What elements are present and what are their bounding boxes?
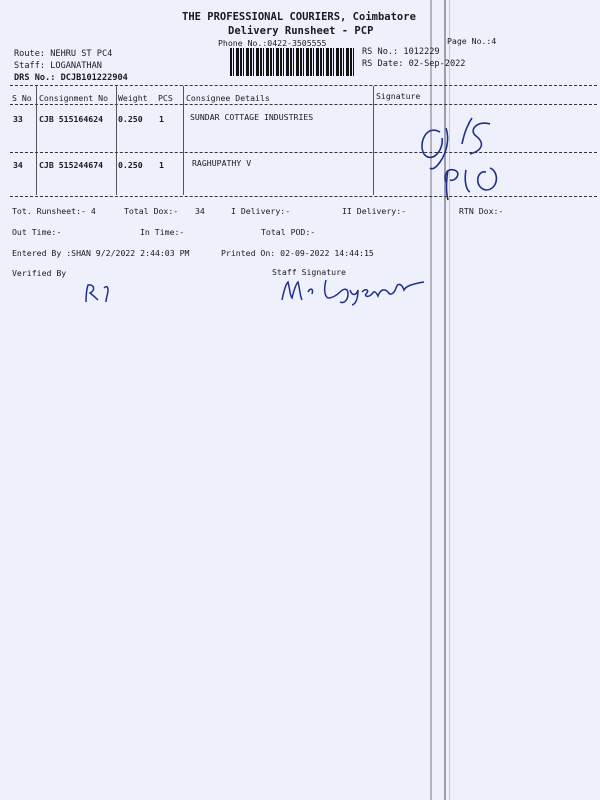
phone-number: Phone No.:0422-3505555 [218, 38, 327, 48]
col-header-signature: Signature [376, 91, 421, 101]
rs-number: RS No.: 1012229 [362, 47, 440, 57]
table-top-rule [10, 85, 597, 86]
row-weight: 0.250 [118, 160, 143, 170]
row-pcs: 1 [159, 114, 164, 124]
drs-label: DRS No.: [14, 73, 56, 83]
column-divider [36, 86, 37, 195]
total-dox-label: Total Dox:- [124, 206, 179, 216]
row-consignment-no: CJB 515244674 [39, 160, 104, 170]
staff-label: Staff: LOGANATHAN [14, 61, 102, 71]
i-delivery: I Delivery:- [231, 206, 291, 216]
staff-signature-label: Staff Signature [272, 267, 346, 277]
column-divider [116, 86, 117, 195]
row-consignment-no: CJB 515164624 [39, 114, 104, 124]
column-divider [373, 86, 374, 195]
route-label: Route: NEHRU ST PC4 [14, 49, 113, 59]
col-header-sno: S No [12, 93, 32, 103]
col-header-consignment: Consignment No [39, 93, 109, 103]
row-consignee: RAGHUPATHY V [192, 158, 252, 168]
verified-by-label: Verified By [12, 268, 67, 278]
col-header-weight: Weight [118, 93, 148, 103]
sheet-title: Delivery Runsheet - PCP [228, 25, 374, 37]
total-pod: Total POD:- [261, 227, 316, 237]
row-consignee: SUNDAR COTTAGE INDUSTRIES [190, 112, 314, 122]
col-header-pcs: PCS [158, 93, 173, 103]
row-sno: 34 [13, 160, 23, 170]
drs-value: DCJB101222904 [60, 73, 128, 83]
row-pcs: 1 [159, 160, 164, 170]
entered-by: Entered By :SHAN 9/2/2022 2:44:03 PM [12, 248, 190, 258]
staff-signature-scribble [278, 276, 428, 306]
page-number: Page No.:4 [447, 36, 497, 46]
col-header-consignee: Consignee Details [186, 93, 270, 103]
total-dox-value: 34 [195, 206, 205, 216]
barcode [230, 48, 356, 76]
out-time: Out Time:- [12, 227, 62, 237]
row-weight: 0.250 [118, 114, 143, 124]
column-divider [183, 86, 184, 195]
total-runsheet: Tot. Runsheet:- 4 [12, 206, 96, 216]
row-sno: 33 [13, 114, 23, 124]
verifier-initials [82, 282, 122, 304]
header-bottom-rule [10, 104, 597, 105]
rs-date: RS Date: 02-Sep-2022 [362, 59, 466, 69]
in-time: In Time:- [140, 227, 185, 237]
drs-number [14, 73, 128, 83]
ii-delivery: II Delivery:- [342, 206, 407, 216]
printed-on: Printed On: 02-09-2022 14:44:15 [221, 248, 374, 258]
rtn-dox: RTN Dox:- [459, 206, 504, 216]
handwritten-signature [410, 110, 520, 205]
company-name: THE PROFESSIONAL COURIERS, Coimbatore [182, 11, 416, 23]
